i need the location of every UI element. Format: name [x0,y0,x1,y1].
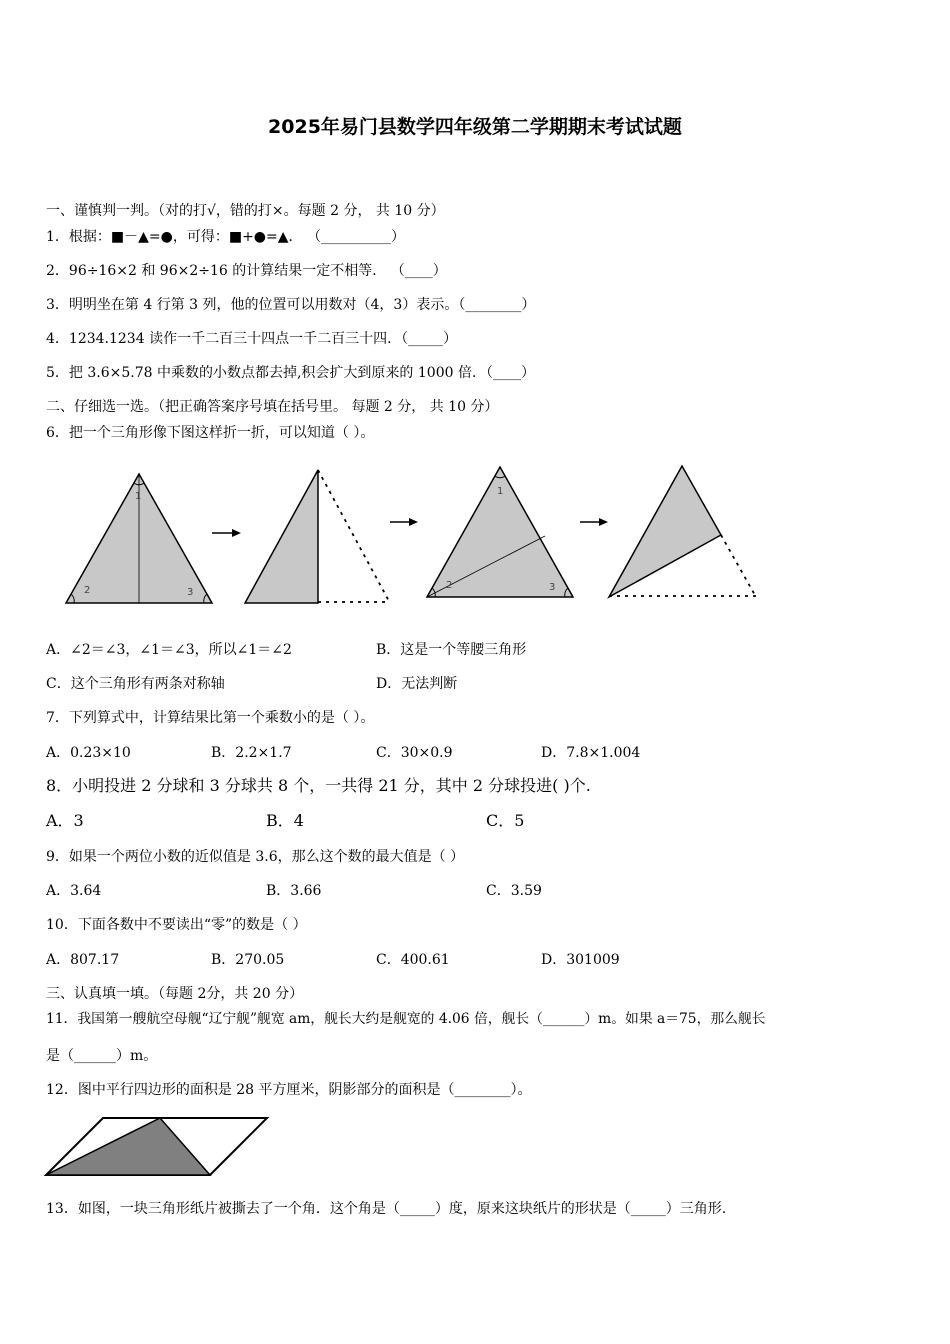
page-title: 2025年易门县数学四年级第二学期期末考试试题 [268,116,682,138]
q9-option-c[interactable]: C．3.59 [486,883,542,899]
question-10: 10．下面各数中不要读出“零”的数是（ ） [46,917,307,933]
q6-option-d[interactable]: D．无法判断 [376,676,458,692]
q9-option-a[interactable]: A．3.64 [46,883,102,899]
triangle-1-label-1: 1 [135,491,142,502]
section1-heading: 一、谨慎判一判。（对的打√，错的打×。每题 2 分， 共 10 分） [46,203,445,219]
question-13: 13．如图，一块三角形纸片被撕去了一个角．这个角是（_____）度，原来这块纸片的形状是（_____）三角形. [46,1201,727,1217]
section3-heading: 三、认真填一填。（每题 2分，共 20 分） [46,986,304,1002]
question-12: 12．图中平行四边形的面积是 28 平方厘米，阴影部分的面积是（________）。 [46,1082,532,1098]
q8-option-a[interactable]: A．3 [46,811,84,830]
q10-option-d[interactable]: D．301009 [541,952,620,968]
q7-option-c[interactable]: C．30×0.9 [376,745,453,761]
question-4: 4．1234.1234 读作一千二百三十四点一千二百三十四．（_____） [46,331,458,347]
q7-option-d[interactable]: D．7.8×1.004 [541,745,641,761]
q6-option-a[interactable]: A．∠2＝∠3，∠1＝∠3，所以∠1＝∠2 [46,642,292,658]
q10-option-a[interactable]: A．807.17 [46,952,120,968]
question-3: 3．明明坐在第 4 行第 3 列，他的位置可以用数对（4，3）表示。（________） [46,297,536,313]
question-11-line-2: 是（______）m。 [46,1048,158,1064]
q10-option-c[interactable]: C．400.61 [376,952,450,968]
q7-option-b[interactable]: B．2.2×1.7 [211,745,292,761]
q8-option-b[interactable]: B．4 [266,811,304,830]
triangle-3-label-3: 3 [549,582,556,593]
q9-option-b[interactable]: B．3.66 [266,883,322,899]
question-5: 5．把 3.6×5.78 中乘数的小数点都去掉,积会扩大到原来的 1000 倍．（____） [46,365,535,381]
q10-option-b[interactable]: B．270.05 [211,952,285,968]
q8-option-c[interactable]: C．5 [486,811,525,830]
q7-option-a[interactable]: A．0.23×10 [46,745,131,761]
triangle-1-label-2: 2 [84,585,91,596]
question-8: 8．小明投进 2 分球和 3 分球共 8 个，一共得 21 分，其中 2 分球投进( )个. [46,776,591,795]
q6-option-c[interactable]: C．这个三角形有两条对称轴 [46,676,225,692]
triangle-3-label-2: 2 [446,580,453,591]
triangle-1-label-3: 3 [187,587,194,598]
question-6: 6．把一个三角形像下图这样折一折，可以知道（ ）。 [46,425,375,441]
q6-option-b[interactable]: B．这是一个等腰三角形 [376,642,527,658]
question-1: 1．根据：■－▲=●，可得：■+●=▲． （__________） [46,229,405,245]
triangle-3-label-1: 1 [497,486,504,497]
question-9: 9．如果一个两位小数的近似值是 3.6，那么这个数的最大值是（ ） [46,849,465,865]
question-7: 7．下列算式中，计算结果比第一个乘数小的是（ ）。 [46,710,375,726]
question-11-line-1: 11．我国第一艘航空母舰“辽宁舰”舰宽 am，舰长大约是舰宽的 4.06 倍，舰长（______）m。如果 a＝75，那么舰长 [46,1011,766,1027]
section2-heading: 二、仔细选一选。（把正确答案序号填在括号里。 每题 2 分， 共 10 分） [46,399,499,415]
question-2: 2．96÷16×2 和 96×2÷16 的计算结果一定不相等． （____） [46,263,447,279]
